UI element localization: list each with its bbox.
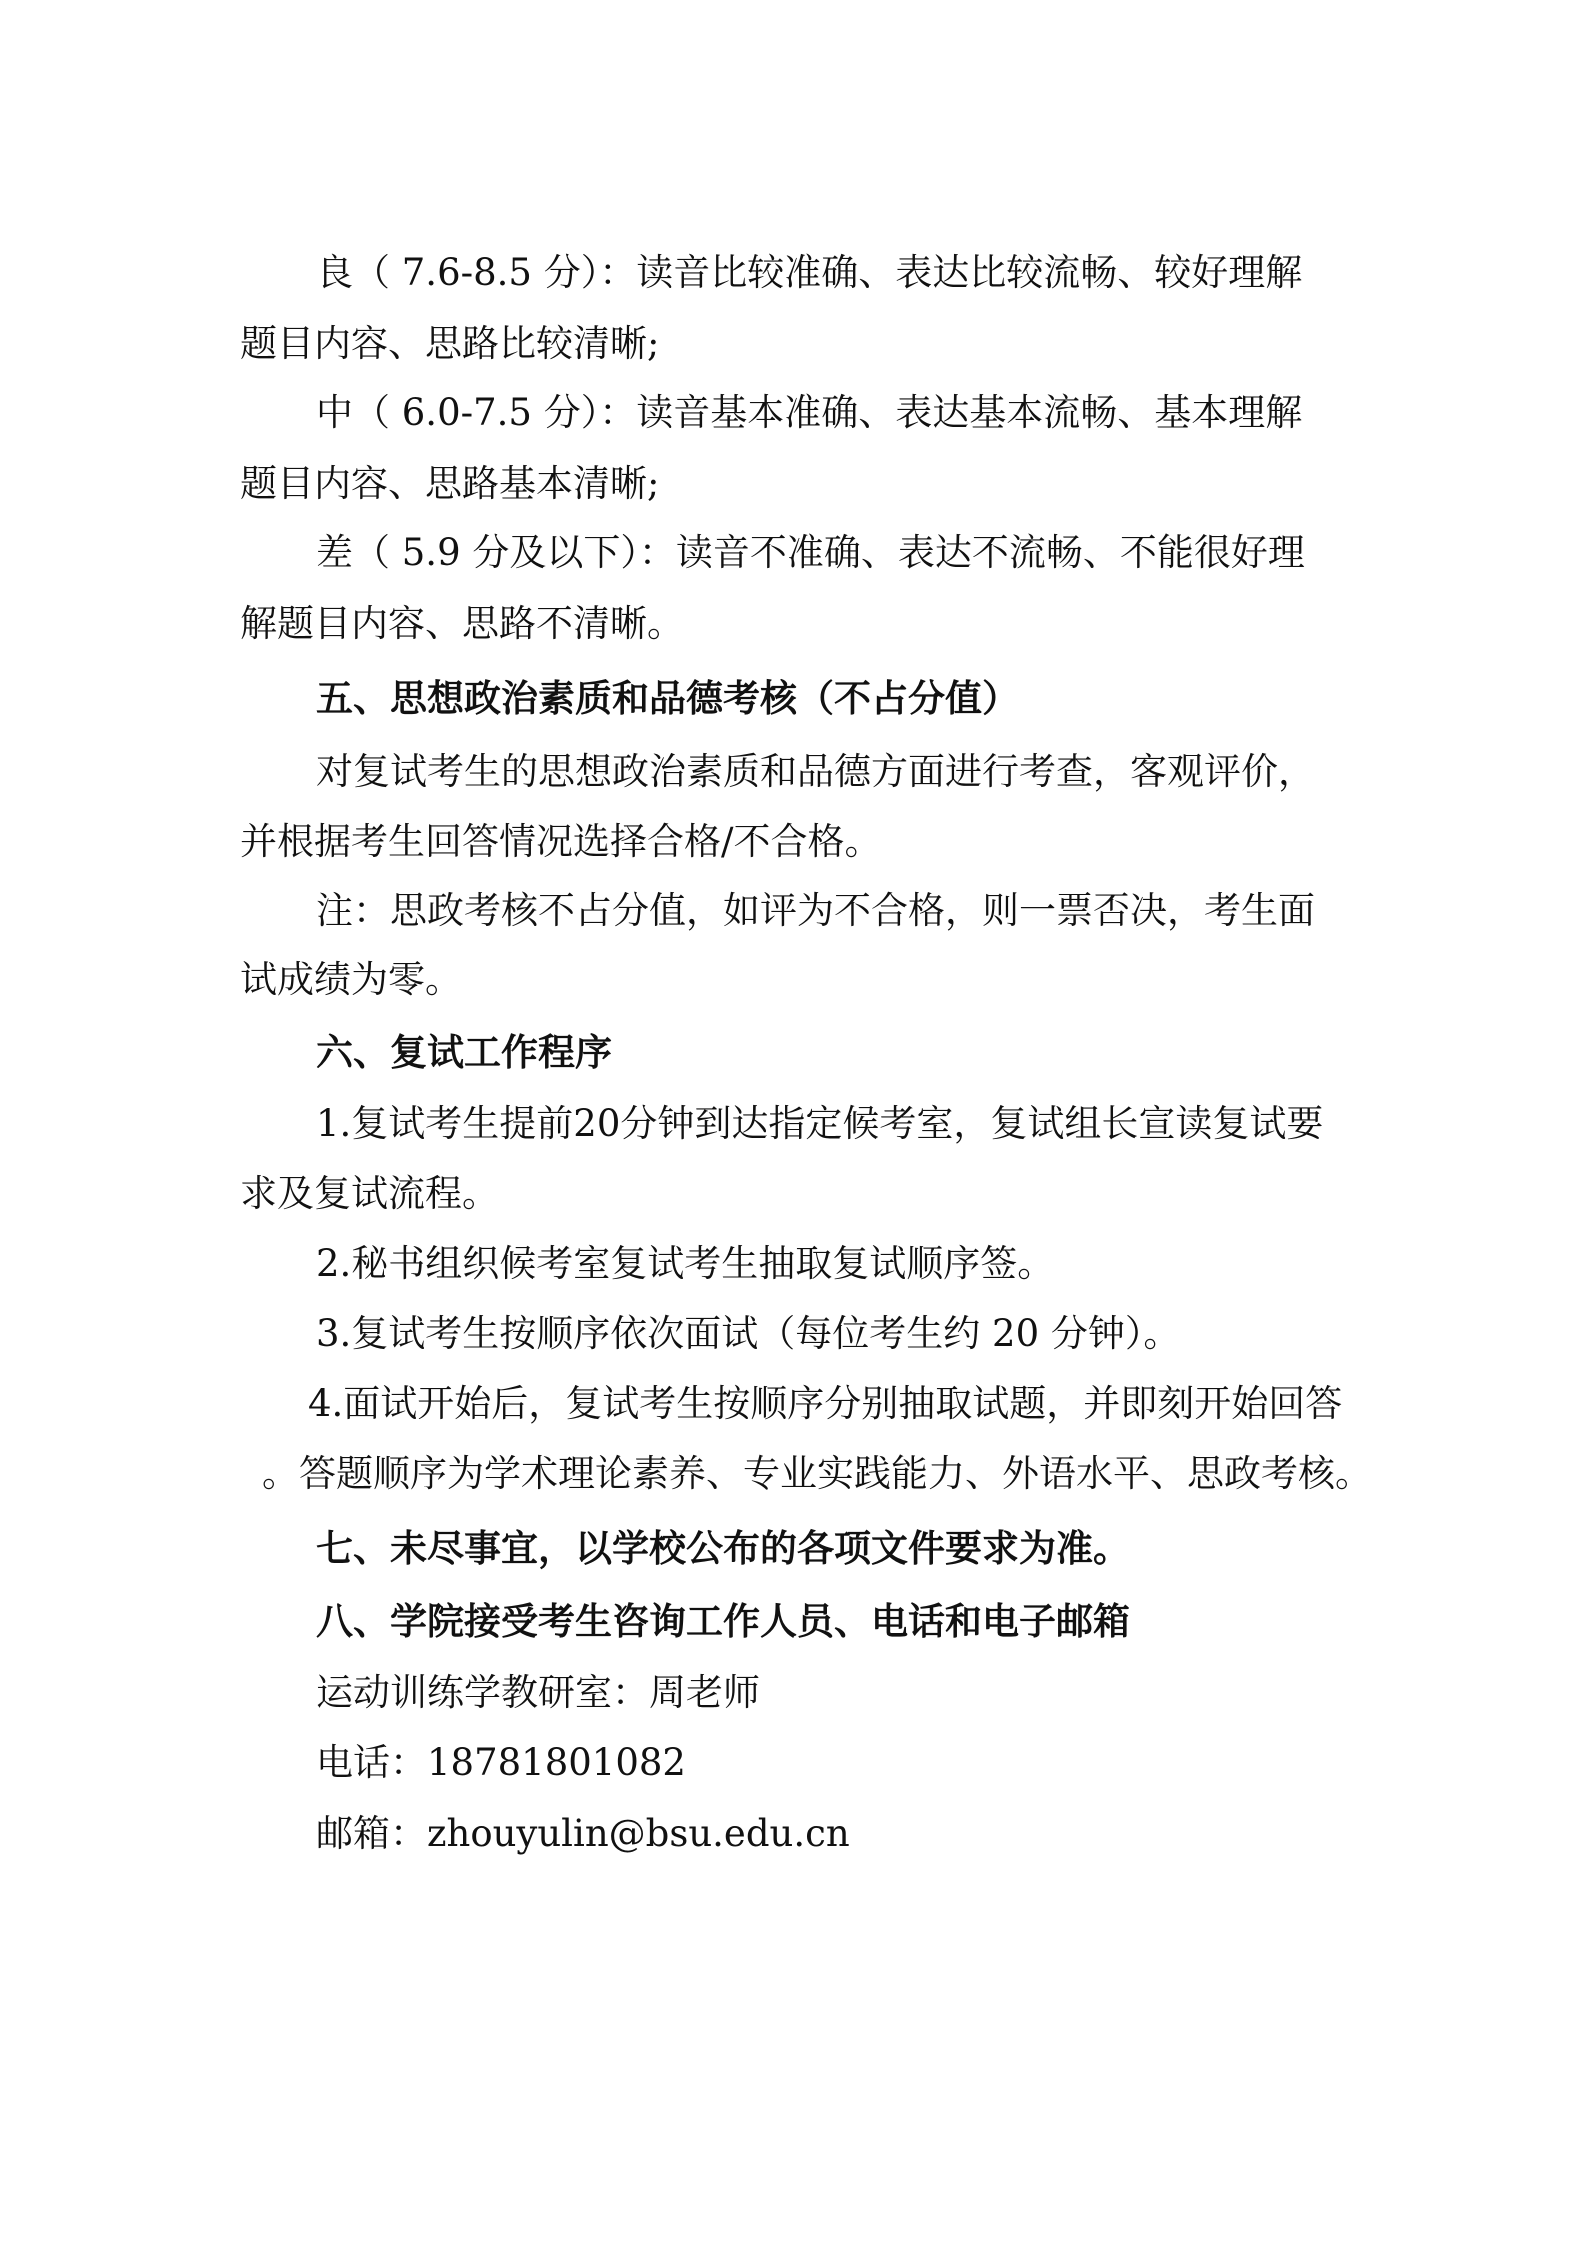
section6-item3: 3.复试考生按顺序依次面试（每位考生约 20 分钟）。: [316, 1312, 1181, 1355]
contact-email: 邮箱：zhouyulin@bsu.edu.cn: [316, 1812, 850, 1855]
contact-phone: 电话：18781801082: [316, 1741, 686, 1784]
section6-item1-line2: 求及复试流程。: [240, 1172, 499, 1215]
grade-liang-line2: 题目内容、思路比较清晰;: [240, 322, 660, 365]
section7-heading: 七、未尽事宜，以学校公布的各项文件要求为准。: [316, 1527, 1130, 1570]
grade-cha-line1: 差（ 5.9 分及以下）：读音不准确、表达不流畅、不能很好理: [316, 531, 1305, 574]
section6-item4-line1: 4.面试开始后，复试考生按顺序分别抽取试题，并即刻开始回答: [308, 1382, 1343, 1425]
section8-heading: 八、学院接受考生咨询工作人员、电话和电子邮箱: [316, 1600, 1130, 1643]
section5-note-line2: 试成绩为零。: [240, 958, 462, 1001]
section5-note-line1: 注：思政考核不占分值，如评为不合格，则一票否决，考生面: [316, 889, 1315, 932]
grade-zhong-line1: 中（ 6.0-7.5 分）：读音基本准确、表达基本流畅、基本理解: [316, 391, 1303, 434]
grade-zhong-line2: 题目内容、思路基本清晰;: [240, 462, 660, 505]
grade-liang-line1: 良（ 7.6-8.5 分）：读音比较准确、表达比较流畅、较好理解: [316, 251, 1303, 294]
section5-heading: 五、思想政治素质和品德考核（不占分值）: [316, 677, 1019, 720]
grade-cha-line2: 解题目内容、思路不清晰。: [240, 602, 684, 645]
section6-heading: 六、复试工作程序: [316, 1031, 612, 1074]
section6-item2: 2.秘书组织候考室复试考生抽取复试顺序签。: [316, 1242, 1055, 1285]
section5-para-line2: 并根据考生回答情况选择合格/不合格。: [240, 820, 882, 863]
contact-office: 运动训练学教研室：周老师: [316, 1671, 760, 1714]
section6-item4-line2: 。答题顺序为学术理论素养、专业实践能力、外语水平、思政考核。: [262, 1452, 1372, 1495]
section5-para-line1: 对复试考生的思想政治素质和品德方面进行考查，客观评价，: [316, 750, 1315, 793]
section6-item1-line1: 1.复试考生提前20分钟到达指定候考室，复试组长宣读复试要: [316, 1102, 1324, 1145]
